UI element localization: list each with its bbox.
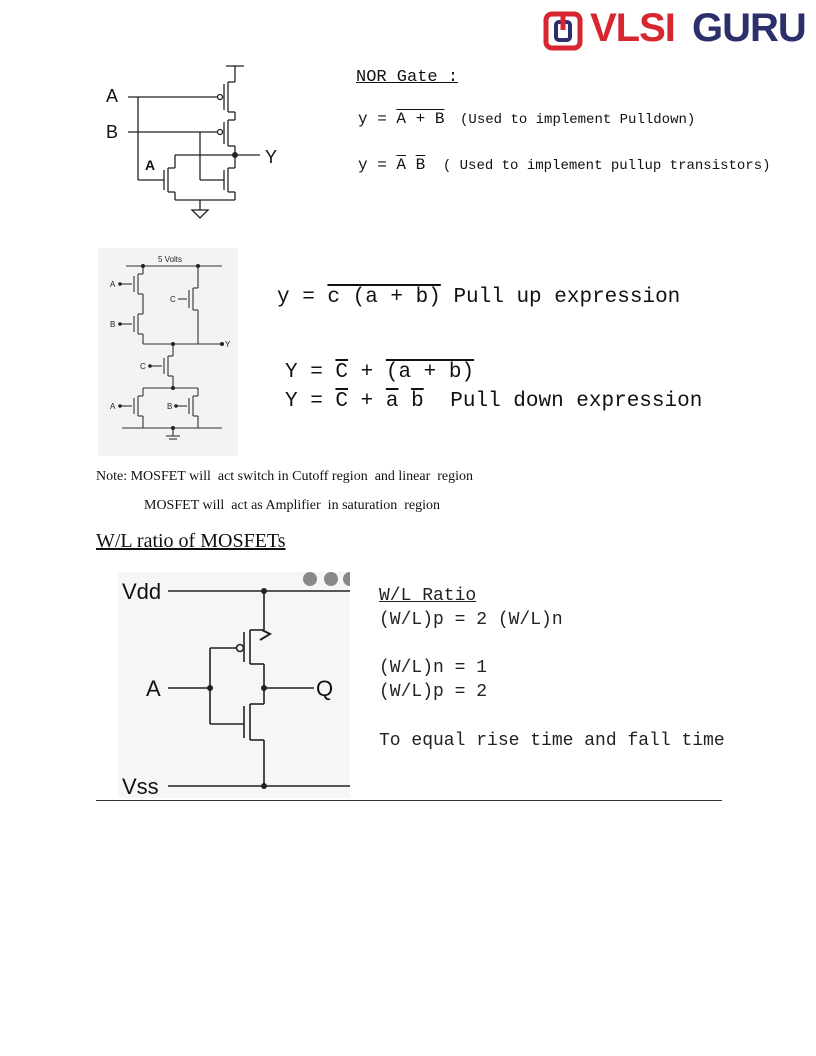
pd2-label: Pull down expression — [450, 390, 703, 413]
cg-label-c1: C — [170, 295, 176, 304]
nor-eq1 — [358, 110, 695, 128]
inv-label-vdd: Vdd — [122, 579, 162, 604]
nor-gate-title: NOR Gate : — [356, 68, 459, 87]
wl-line-3: (W/L)p = 2 — [379, 682, 488, 702]
pulldown-expression-1 — [285, 361, 474, 384]
inv-label-a: A — [146, 676, 161, 701]
nor-gate-circuit — [100, 60, 300, 225]
pd1-c: $\overline{C}$ — [335, 361, 349, 384]
more-icon — [324, 572, 338, 586]
nor-label-a: A — [106, 86, 119, 106]
logo-text-guru: GURU — [692, 6, 806, 50]
note-line-2: MOSFET will act as Amplifier in saturation region — [144, 498, 441, 513]
nor-eq1-lhs: y = — [358, 110, 397, 128]
info-icon — [343, 572, 350, 586]
pullup-label: Pull up expression — [440, 286, 681, 309]
pullup-expression — [277, 286, 680, 309]
logo-text-vlsi: VLSI — [590, 6, 675, 50]
inverter-circuit-panel — [118, 572, 350, 798]
cg-label-supply: 5 Volts — [158, 255, 183, 264]
cg-label-c2: C — [140, 362, 146, 371]
vlsiguru-logo — [542, 6, 812, 54]
nor-eq2-a: $\overline{A}$ — [396, 156, 407, 174]
cg-label-y: Y — [225, 340, 231, 349]
inv-label-vss: Vss — [122, 774, 159, 798]
logo-mark-icon — [542, 8, 586, 52]
nor-eq2-note: ( Used to implement pullup transistors) — [442, 158, 771, 174]
pd2-c: $\overline{C}$ — [335, 390, 349, 413]
wl-title: W/L Ratio — [379, 586, 477, 606]
section-divider — [96, 800, 722, 801]
complex-gate-circuit-panel — [98, 248, 238, 456]
cg-label-b1: B — [110, 320, 116, 329]
pd2-lhs: Y = — [285, 390, 336, 413]
pd1-plus: + — [348, 361, 386, 384]
wl-line-4: To equal rise time and fall time — [379, 731, 725, 751]
wl-line-2: (W/L)n = 1 — [379, 658, 488, 678]
nor-eq2-b: $\overline{B}$ — [415, 156, 426, 174]
wl-line-1: (W/L)p = 2 (W/L)n — [379, 610, 563, 630]
zoom-icon — [303, 572, 317, 586]
cg-label-a2: A — [110, 402, 116, 411]
nor-eq2-lhs: y = — [358, 156, 397, 174]
inverter-circuit — [118, 572, 350, 798]
pd1-expr: (a + b) — [385, 361, 475, 384]
pd2-b: $\overline{b}$ — [411, 390, 424, 413]
nor-label-b: B — [106, 122, 119, 142]
pulldown-expression-2 — [285, 390, 702, 413]
nor-label-a-gate: A — [145, 157, 156, 173]
nor-eq2 — [358, 156, 771, 174]
pd1-lhs: Y = — [285, 361, 336, 384]
nor-label-y: Y — [265, 147, 278, 167]
nor-eq1-note: (Used to implement Pulldown) — [460, 112, 696, 128]
note-line-1: Note: MOSFET will act switch in Cutoff region and linear region — [96, 469, 474, 484]
cg-label-a1: A — [110, 280, 116, 289]
pullup-expr: c (a + b) — [327, 286, 441, 309]
complex-gate-circuit — [98, 248, 238, 456]
cg-label-b2: B — [167, 402, 173, 411]
wl-section-heading: W/L ratio of MOSFETs — [96, 530, 286, 552]
pd2-plus: + — [348, 390, 386, 413]
nor-eq1-expr: A + B — [396, 110, 445, 128]
pd2-a: $\overline{a}$ — [385, 390, 399, 413]
pullup-lhs: y = — [277, 286, 328, 309]
inv-label-q: Q — [316, 676, 334, 701]
